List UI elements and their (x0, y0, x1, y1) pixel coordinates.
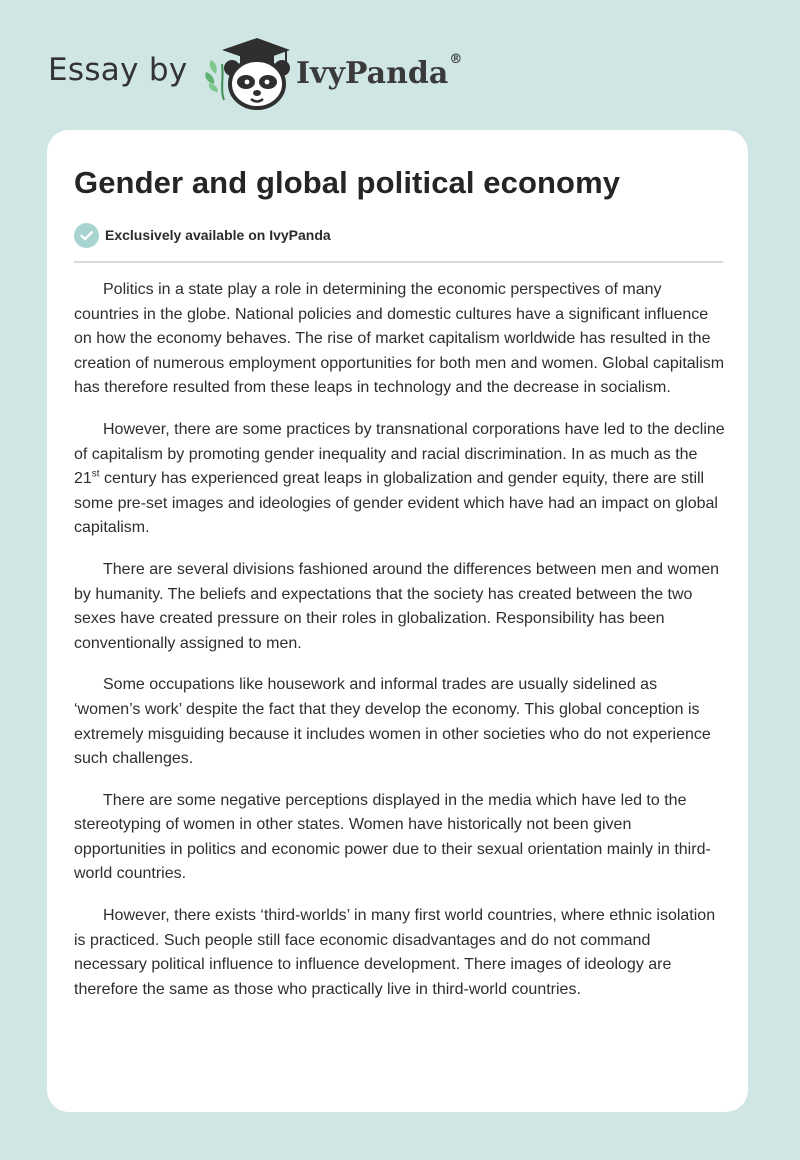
paragraph: There are several divisions fashioned around the differences between men and women by humanity. The beliefs and expectations that the society has created between the two sexes have created pressure on their roles in globalization. Responsibility has been conventionally assigned to men. (74, 560, 720, 652)
essay-by-label: Essay by (48, 52, 188, 88)
brand-name[interactable] (296, 52, 463, 91)
essay-body (74, 278, 726, 1019)
exclusive-badge (74, 222, 331, 248)
registered-mark: ® (449, 52, 463, 67)
paragraph-text: century has experienced great leaps in globalization and gender equity, there are still some pre-set images and ideologies of gender evident which have had an impact on global capitalism. (74, 470, 718, 537)
paragraph: There are some negative perceptions displayed in the media which have led to the stereotyping of women in other states. Women have historically not been given opportunities in politics and economic power due to their sexual orientation mainly in third-world countries. (74, 791, 711, 883)
paragraph (74, 418, 726, 541)
site-header (48, 34, 468, 114)
paragraph-text: However, there are some practices by transnational corporations have led to the decline of capitalism by promoting gender inequality and racial discrimination. In as much as the 21 (74, 420, 725, 488)
panda-graduate-icon[interactable] (202, 34, 292, 112)
paragraph: However, there exists ‘third-worlds’ in many first world countries, where ethnic isolation is practiced. Such people still face economic disadvantages and do not command necessary political influence to influence development. There images of ideology are therefore the same as those who practically live in third-world countries. (74, 907, 716, 998)
check-circle-icon (74, 223, 99, 248)
divider (74, 261, 723, 263)
brand-name-text: IvyPanda (296, 56, 449, 91)
paragraph: Some occupations like housework and informal trades are usually sidelined as ‘women’s work’ despite the fact that they develop the economy. This global conception is extremely misguiding because it includes women in other societies who do not experience such challenges. (74, 676, 711, 768)
essay-title: Gender and global political economy (74, 165, 621, 200)
essay-card (47, 130, 748, 1112)
exclusive-label: Exclusively available on IvyPanda (105, 227, 331, 243)
ordinal-suffix: st (91, 468, 100, 480)
paragraph: Politics in a state play a role in determining the economic perspectives of many countries in the globe. National policies and domestic cultures have a significant influence on how the economy behaves. The rise of market capitalism worldwide has resulted in the creation of numerous employment opportunities for both men and women. Global capitalism has therefore resulted from these leaps in technology and the decrease in socialism. (74, 281, 725, 397)
